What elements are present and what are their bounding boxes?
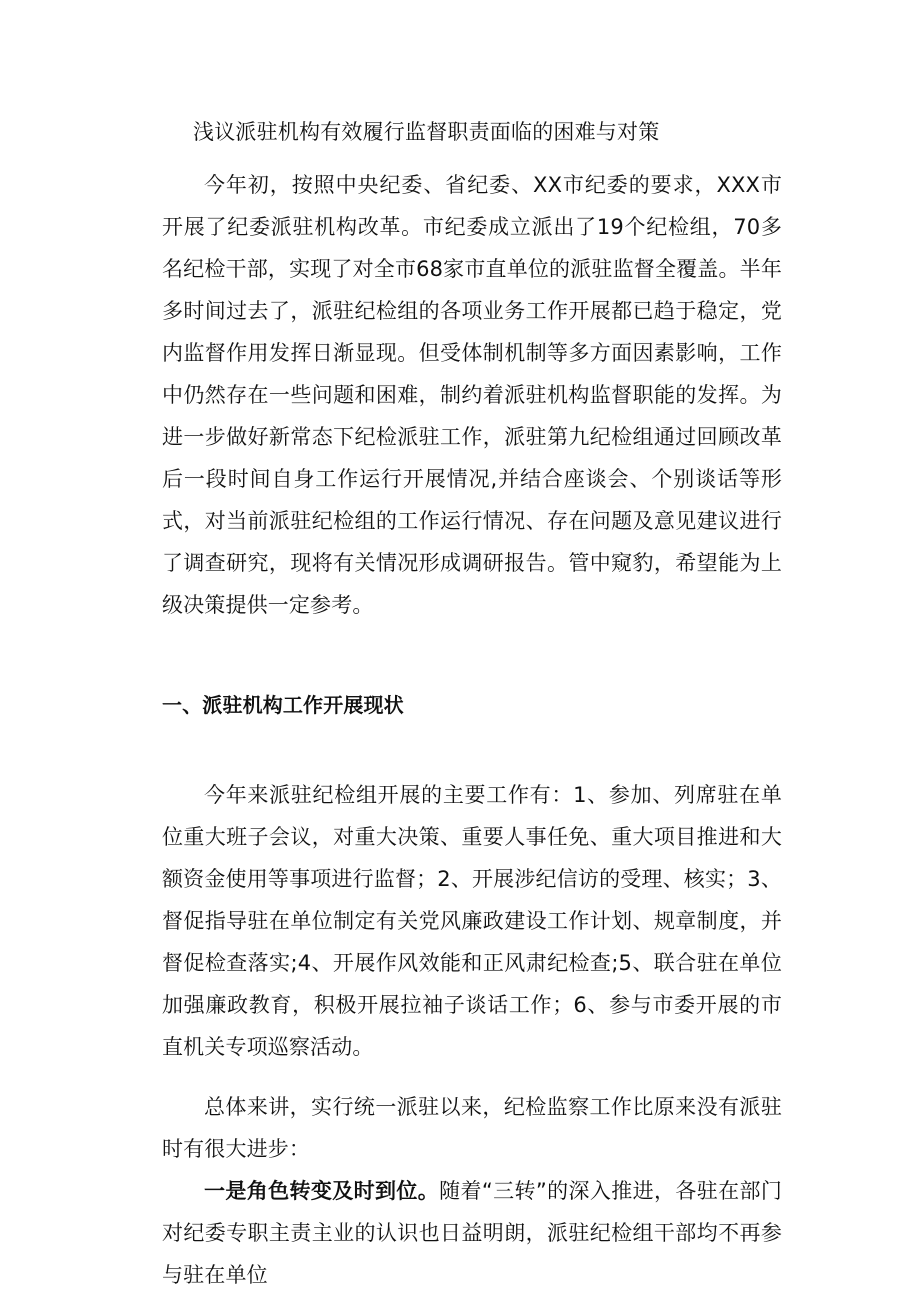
document-body	[162, 164, 782, 1296]
section-spacer	[162, 726, 782, 774]
point-lead-text: 一是角色转变及时到位。	[204, 1179, 440, 1203]
section-body-paragraph: 今年来派驻纪检组开展的主要工作有：1、参加、列席驻在单位重大班子会议，对重大决策、重要人事任免、重大项目推进和大额资金使用等事项进行监督；2、开展涉纪信访的受理、核实；3、督促指导驻在单位制定有关党风廉政建设工作计划、规章制度，并督促检查落实;4、开展作风效能和正风肃纪检查;5、联合驻在单位加强廉政教育，积极开展拉袖子谈话工作；6、参与市委开展的市直机关专项巡察活动。	[162, 783, 782, 1059]
intro-paragraph: 今年初，按照中央纪委、省纪委、XX市纪委的要求，XXX市开展了纪委派驻机构改革。市纪委成立派出了19个纪检组，70多名纪检干部，实现了对全市68家市直单位的派驻监督全覆盖。半年多时间过去了，派驻纪检组的各项业务工作开展都已趋于稳定，党内监督作用发挥日渐显现。但受体制机制等多方面因素影响，工作中仍然存在一些问题和困难，制约着派驻机构监督职能的发挥。为进一步做好新常态下纪检派驻工作，派驻第九纪检组通过回顾改革后一段时间自身工作运行开展情况,并结合座谈会、个别谈话等形式，对当前派驻纪检组的工作运行情况、存在问题及意见建议进行了调查研究，现将有关情况形成调研报告。管中窥豹，希望能为上级决策提供一定参考。	[162, 173, 782, 617]
paragraph-spacer	[162, 1068, 782, 1086]
document-title: 浅议派驻机构有效履行监督职责面临的困难与对策	[193, 120, 660, 144]
section-spacer	[162, 626, 782, 684]
section-heading: 一、派驻机构工作开展现状	[162, 693, 404, 717]
point-body-text: 随着“三转”的深入推进，各驻在部门对纪委专职主责主业的认识也日益明朗，派驻纪检组干部均不再参与驻在单位	[162, 1179, 782, 1287]
point-paragraph	[162, 1170, 782, 1296]
summary-paragraph: 总体来讲，实行统一派驻以来，纪检监察工作比原来没有派驻时有很大进步：	[162, 1095, 782, 1161]
